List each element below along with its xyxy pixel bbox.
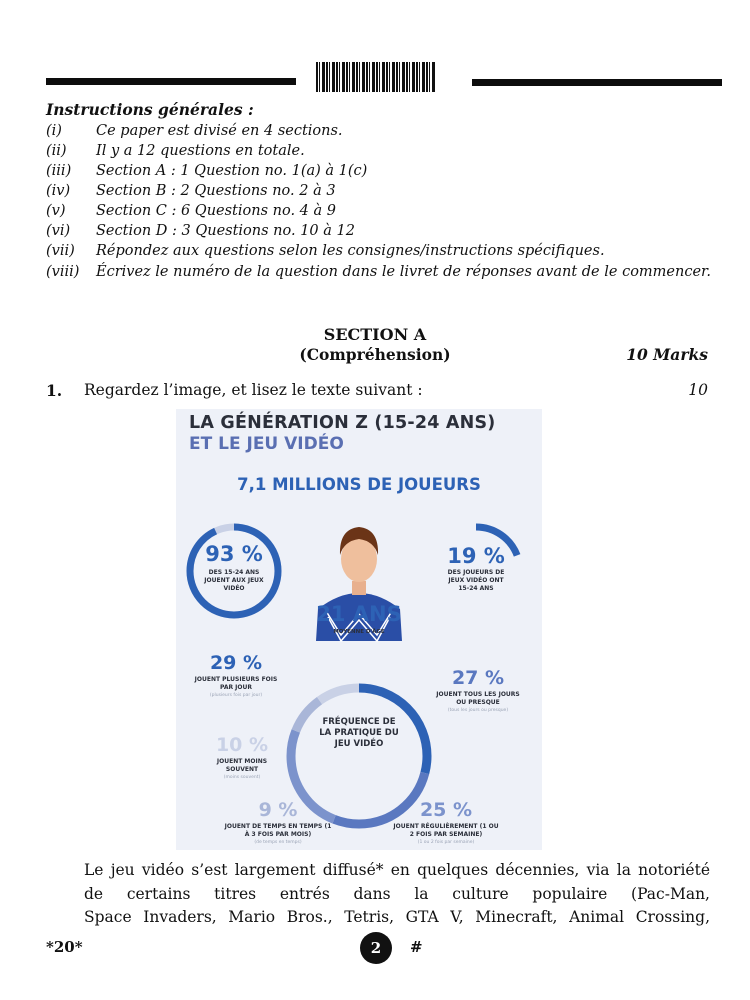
instruction-number: (ii) [46, 143, 67, 159]
passage-line: Space Invaders, Mario Bros., Tetris, GTA V, Minecraft, Animal Crossing, [84, 908, 710, 926]
freq-29-note: (plusieurs fois par jour) [209, 693, 263, 698]
players-count: 7,1 MILLIONS DE JOUEURS [237, 475, 481, 494]
section-marks: 10 Marks [626, 345, 708, 364]
instruction-item [46, 161, 746, 181]
instruction-text: Section D : 3 Questions no. 10 à 12 [96, 223, 355, 239]
freq-27-note: (tous les jours ou presque) [447, 708, 509, 713]
stat-93-value: 93 % [205, 542, 263, 566]
section-title: SECTION A [323, 325, 427, 344]
footer-code: *20* [46, 938, 83, 956]
instruction-item [46, 241, 746, 261]
header-rule-left [46, 78, 296, 85]
instruction-text: Il y a 12 questions en totale. [96, 143, 305, 159]
instruction-text: Section B : 2 Questions no. 2 à 3 [96, 183, 336, 199]
infographic [176, 409, 542, 850]
freq-10-note: (moins souvent) [223, 775, 261, 780]
passage-line: Le jeu vidéo s’est largement diffusé* en quelques décennies, via la notoriété [84, 861, 710, 879]
freq-9-note: (de temps en temps) [254, 840, 302, 845]
instruction-text: Ce paper est divisé en 4 sections. [96, 123, 343, 139]
instruction-number: (i) [46, 123, 62, 139]
instruction-number: (iii) [46, 163, 72, 179]
freq-27-value: 27 % [451, 667, 505, 689]
instruction-text: Section C : 6 Questions no. 4 à 9 [96, 203, 336, 219]
page-number: 2 [360, 932, 392, 964]
freq-29-label: JOUENT PLUSIEURS FOIS PAR JOUR [194, 676, 278, 691]
instruction-item [46, 262, 746, 304]
stat-19-label: DES JOUEURS DE JEUX VIDÉO ONT 15-24 ANS [447, 569, 505, 592]
freq-29-value: 29 % [209, 652, 263, 674]
footer-hash: # [410, 938, 423, 956]
instruction-text: Écrivez le numéro de la question dans le livret de réponses avant de le commencer. [96, 264, 711, 280]
donut-center-label: FRÉQUENCE DE LA PRATIQUE DU JEU VIDÉO [319, 717, 399, 749]
stat-93-label: DES 15-24 ANS JOUENT AUX JEUX VIDÉO [204, 569, 264, 592]
instruction-item [46, 221, 746, 241]
instruction-number: (iv) [46, 183, 71, 199]
freq-10-value: 10 % [215, 734, 269, 756]
freq-25-value: 25 % [419, 799, 473, 821]
instruction-number: (vii) [46, 243, 75, 259]
instruction-number: (v) [46, 203, 66, 219]
stat-19-value: 19 % [447, 544, 505, 568]
question-number: 1. [46, 381, 63, 400]
instruction-item [46, 181, 746, 201]
freq-25-label: JOUENT RÉGULIÈREMENT (1 OU 2 FOIS PAR SEMAINE) [393, 823, 499, 838]
instruction-text: Section A : 1 Question no. 1(a) à 1(c) [96, 163, 368, 179]
freq-27-label: JOUENT TOUS LES JOURS OU PRESQUE [436, 691, 520, 706]
passage-line: de certains titres entrés dans la culture populaire (Pac-Man, [84, 884, 710, 903]
question-text: Regardez l’image, et lisez le texte suivant : [84, 381, 423, 399]
age-value: 21 ANS [316, 602, 402, 626]
passage-text [84, 859, 710, 930]
header-rule-right [472, 79, 722, 86]
instruction-item [46, 201, 746, 221]
instructions-title: Instructions générales : [46, 100, 254, 119]
question-marks: 10 [688, 381, 708, 399]
infographic-title: LA GÉNÉRATION Z (15-24 ANS) [189, 413, 496, 433]
freq-25-note: (1 ou 2 fois par semaine) [417, 840, 475, 845]
instruction-number: (vi) [46, 223, 71, 239]
freq-10-label: JOUENT MOINS SOUVENT [216, 758, 268, 773]
infographic-subtitle: ET LE JEU VIDÉO [189, 434, 344, 454]
freq-9-value: 9 % [258, 799, 298, 821]
freq-9-label: JOUENT DE TEMPS EN TEMPS (1 À 3 FOIS PAR MOIS) [224, 823, 332, 838]
instruction-text: Répondez aux questions selon les consignes/instructions spécifiques. [96, 243, 605, 259]
barcode [316, 62, 436, 92]
age-label: MOYENNE D'ÂGE [333, 629, 385, 635]
instruction-number: (viii) [46, 264, 80, 280]
instruction-item [46, 121, 746, 141]
instruction-item [46, 141, 746, 161]
section-subtitle: (Compréhension) [299, 345, 451, 364]
